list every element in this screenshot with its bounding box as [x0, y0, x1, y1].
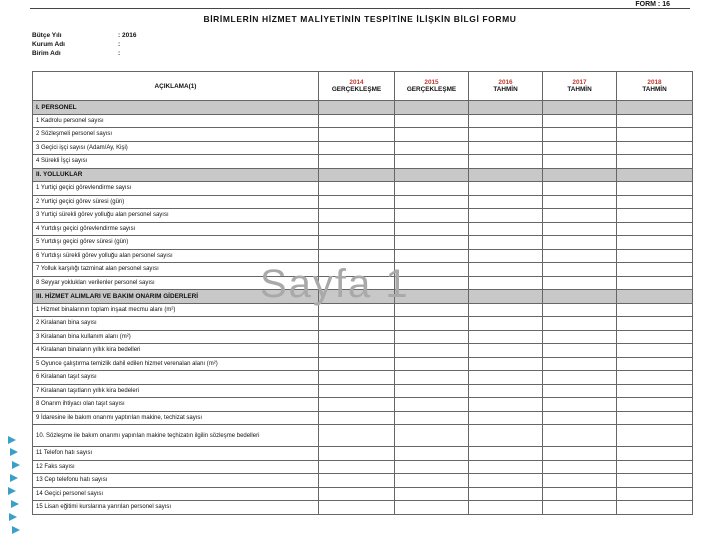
value-cell: [319, 290, 395, 304]
table-row: [33, 209, 693, 223]
meta-budget-year: [32, 32, 136, 39]
table-row: [33, 236, 693, 250]
value-cell[interactable]: [543, 249, 617, 263]
table-row: [33, 501, 693, 515]
value-cell[interactable]: [319, 371, 395, 385]
value-cell[interactable]: [617, 317, 693, 331]
value-cell[interactable]: [543, 474, 617, 488]
table-row: [33, 447, 693, 461]
value-cell: [617, 101, 693, 115]
value-cell[interactable]: [543, 195, 617, 209]
arrow-icon: [8, 436, 16, 444]
value-cell: [543, 290, 617, 304]
row-description: 6 Kiralanan taşıt sayısı: [33, 371, 319, 385]
value-cell[interactable]: [617, 155, 693, 169]
value-cell: [617, 168, 693, 182]
value-cell[interactable]: [319, 425, 395, 447]
value-cell[interactable]: [543, 460, 617, 474]
column-year: 2017: [572, 79, 587, 86]
value-cell[interactable]: [319, 411, 395, 425]
value-cell[interactable]: [469, 114, 543, 128]
value-cell[interactable]: [617, 398, 693, 412]
row-description: 2 Kiralanan bina sayısı: [33, 317, 319, 331]
divider: [30, 8, 690, 9]
arrow-icon: [11, 500, 19, 508]
table-row: [33, 195, 693, 209]
value-cell[interactable]: [319, 155, 395, 169]
value-cell[interactable]: [395, 317, 469, 331]
value-cell[interactable]: [395, 411, 469, 425]
value-cell[interactable]: [319, 263, 395, 277]
value-cell[interactable]: [319, 357, 395, 371]
value-cell[interactable]: [319, 209, 395, 223]
value-cell: [395, 101, 469, 115]
value-cell[interactable]: [543, 501, 617, 515]
column-label: GERÇEKLEŞME: [406, 86, 457, 93]
value-cell[interactable]: [319, 344, 395, 358]
value-cell[interactable]: [617, 303, 693, 317]
table-row: [33, 155, 693, 169]
row-description: 8 Seyyar yoklukları verilenler personel sayısı: [33, 276, 319, 290]
value-cell[interactable]: [469, 384, 543, 398]
table-row: [33, 303, 693, 317]
section-title: I. PERSONEL: [33, 101, 319, 115]
value-cell[interactable]: [617, 344, 693, 358]
value-cell[interactable]: [617, 487, 693, 501]
arrow-icon: [9, 513, 17, 521]
value-cell[interactable]: [469, 474, 543, 488]
value-cell[interactable]: [617, 114, 693, 128]
value-cell[interactable]: [617, 411, 693, 425]
row-description: 7 Yolluk karşılığı tazminat alan personel sayısı: [33, 263, 319, 277]
table-row: [33, 357, 693, 371]
value-cell[interactable]: [617, 209, 693, 223]
value-cell[interactable]: [395, 222, 469, 236]
arrow-icon: [8, 487, 16, 495]
section-row: [33, 290, 693, 304]
value-cell[interactable]: [319, 330, 395, 344]
value-cell[interactable]: [319, 317, 395, 331]
row-description: 7 Kiralanan taşıtların yıllık kira bedeleri: [33, 384, 319, 398]
value-cell[interactable]: [469, 398, 543, 412]
row-description: 3 Kiralanan bina kullanım alanı (m²): [33, 330, 319, 344]
value-cell[interactable]: [469, 501, 543, 515]
value-cell[interactable]: [395, 487, 469, 501]
table-row: [33, 263, 693, 277]
meta-unit: [32, 50, 120, 57]
value-cell: [319, 101, 395, 115]
value-cell[interactable]: [617, 371, 693, 385]
value-cell[interactable]: [543, 303, 617, 317]
column-header: [319, 72, 395, 101]
value-cell[interactable]: [395, 276, 469, 290]
value-cell[interactable]: [395, 236, 469, 250]
value-cell[interactable]: [469, 182, 543, 196]
value-cell[interactable]: [319, 447, 395, 461]
value-cell[interactable]: [617, 447, 693, 461]
value-cell[interactable]: [543, 263, 617, 277]
row-description: 3 Geçici işçi sayısı (Adam/Ay, Kişi): [33, 141, 319, 155]
value-cell[interactable]: [319, 222, 395, 236]
row-description: 8 Onarım ihtiyacı olan taşıt sayısı: [33, 398, 319, 412]
value-cell[interactable]: [617, 276, 693, 290]
column-year: 2015: [424, 79, 439, 86]
value-cell[interactable]: [319, 195, 395, 209]
table-row: [33, 344, 693, 358]
row-description: 4 Kiralanan binaların yıllık kira bedelleri: [33, 344, 319, 358]
value-cell: [469, 101, 543, 115]
row-description: 11 Telefon hatı sayısı: [33, 447, 319, 461]
table-row: [33, 114, 693, 128]
value-cell[interactable]: [469, 141, 543, 155]
value-cell[interactable]: [395, 209, 469, 223]
value-cell[interactable]: [469, 195, 543, 209]
row-description: 4 Yurtdışı geçici görevlendirme sayısı: [33, 222, 319, 236]
value-cell[interactable]: [617, 460, 693, 474]
value-cell: [319, 168, 395, 182]
table-row: [33, 128, 693, 142]
table-row: [33, 411, 693, 425]
value-cell[interactable]: [469, 249, 543, 263]
row-description: 1 Kadrolu personel sayısı: [33, 114, 319, 128]
table-row: [33, 182, 693, 196]
value-cell[interactable]: [469, 411, 543, 425]
section-row: [33, 168, 693, 182]
column-year: 2018: [647, 79, 662, 86]
value-cell[interactable]: [395, 330, 469, 344]
value-cell[interactable]: [543, 209, 617, 223]
value-cell[interactable]: [395, 141, 469, 155]
value-cell[interactable]: [319, 303, 395, 317]
value-cell[interactable]: [469, 209, 543, 223]
value-cell[interactable]: [395, 371, 469, 385]
value-cell[interactable]: [319, 182, 395, 196]
section-row: [33, 101, 693, 115]
column-header: [543, 72, 617, 101]
value-cell[interactable]: [543, 487, 617, 501]
value-cell: [543, 168, 617, 182]
value-cell[interactable]: [395, 114, 469, 128]
value-cell: [543, 101, 617, 115]
value-cell[interactable]: [617, 222, 693, 236]
value-cell[interactable]: [395, 263, 469, 277]
slide-decoration: [0, 0, 30, 540]
value-cell[interactable]: [319, 398, 395, 412]
section-title: II. YOLLUKLAR: [33, 168, 319, 182]
value-cell[interactable]: [543, 384, 617, 398]
column-header: [617, 72, 693, 101]
table-body: [33, 101, 693, 515]
value-cell[interactable]: [617, 263, 693, 277]
value-cell[interactable]: [543, 276, 617, 290]
value-cell[interactable]: [617, 330, 693, 344]
form-page: [30, 0, 690, 540]
value-cell[interactable]: [617, 425, 693, 447]
row-description: 2 Yurtiçi geçici görev süresi (gün): [33, 195, 319, 209]
value-cell[interactable]: [543, 371, 617, 385]
table-row: [33, 384, 693, 398]
value-cell[interactable]: [319, 460, 395, 474]
value-cell[interactable]: [395, 128, 469, 142]
value-cell[interactable]: [469, 128, 543, 142]
value-cell[interactable]: [469, 330, 543, 344]
table-row: [33, 474, 693, 488]
meta-label: Birim Adı: [32, 50, 61, 57]
value-cell[interactable]: [319, 249, 395, 263]
value-cell: [395, 168, 469, 182]
row-description: 14 Geçici personel sayısı: [33, 487, 319, 501]
value-cell[interactable]: [469, 263, 543, 277]
page-watermark: Sayfa 1: [260, 262, 410, 306]
meta-label: Bütçe Yılı: [32, 32, 62, 39]
value-cell[interactable]: [395, 474, 469, 488]
value-cell[interactable]: [543, 344, 617, 358]
value-cell[interactable]: [543, 155, 617, 169]
row-description: 5 Oyunce çalıştırma temizlik dahil edilen hizmet verenalan alanı (m²): [33, 357, 319, 371]
row-description: 5 Yurtdışı geçici görev süresi (gün): [33, 236, 319, 250]
value-cell[interactable]: [617, 128, 693, 142]
value-cell[interactable]: [395, 447, 469, 461]
value-cell[interactable]: [469, 357, 543, 371]
value-cell[interactable]: [617, 384, 693, 398]
value-cell[interactable]: [395, 384, 469, 398]
value-cell[interactable]: [469, 317, 543, 331]
value-cell[interactable]: [319, 128, 395, 142]
value-cell[interactable]: [469, 425, 543, 447]
value-cell[interactable]: [319, 236, 395, 250]
row-description: 1 Hizmet binalarının toplam inşaat mecmu alanı (m²): [33, 303, 319, 317]
value-cell[interactable]: [395, 155, 469, 169]
value-cell[interactable]: [543, 425, 617, 447]
value-cell[interactable]: [469, 303, 543, 317]
value-cell[interactable]: [469, 155, 543, 169]
value-cell[interactable]: [395, 195, 469, 209]
table-row: [33, 330, 693, 344]
value-cell[interactable]: [469, 447, 543, 461]
row-description: 3 Yurtiçi sürekli görev yolluğu alan personel sayısı: [33, 209, 319, 223]
row-description: 13 Cep telefonu hatı sayısı: [33, 474, 319, 488]
value-cell[interactable]: [543, 141, 617, 155]
table-row: [33, 249, 693, 263]
form-number: FORM : 16: [635, 1, 670, 8]
value-cell[interactable]: [543, 128, 617, 142]
value-cell[interactable]: [617, 357, 693, 371]
value-cell[interactable]: [617, 501, 693, 515]
value-cell[interactable]: [395, 425, 469, 447]
column-label: GERÇEKLEŞME: [331, 86, 382, 93]
value-cell[interactable]: [395, 344, 469, 358]
column-label: AÇIKLAMA(1): [154, 82, 197, 90]
value-cell[interactable]: [469, 460, 543, 474]
value-cell[interactable]: [319, 384, 395, 398]
column-label: TAHMİN: [567, 86, 592, 93]
value-cell[interactable]: [617, 141, 693, 155]
value-cell[interactable]: [469, 222, 543, 236]
value-cell[interactable]: [543, 222, 617, 236]
row-description: 2 Sözleşmeli personel sayısı: [33, 128, 319, 142]
value-cell[interactable]: [395, 460, 469, 474]
value-cell[interactable]: [469, 371, 543, 385]
value-cell[interactable]: [617, 249, 693, 263]
value-cell[interactable]: [543, 182, 617, 196]
column-header: [33, 72, 319, 101]
row-description: 9 İdaresine ile bakım onarımı yaptırılan makine, techizat sayısı: [33, 411, 319, 425]
section-title: III. HİZMET ALIMLARI VE BAKIM ONARIM GİDERLERİ: [33, 290, 319, 304]
row-description: 4 Sürekli İşçi sayısı: [33, 155, 319, 169]
row-description: 6 Yurtdışı sürekli görev yolluğu alan personel sayısı: [33, 249, 319, 263]
value-cell[interactable]: [543, 330, 617, 344]
table-row: [33, 460, 693, 474]
arrow-icon: [10, 448, 18, 456]
arrow-icon: [10, 474, 18, 482]
value-cell[interactable]: [617, 182, 693, 196]
column-header: [395, 72, 469, 101]
value-cell[interactable]: [617, 474, 693, 488]
table-row: [33, 276, 693, 290]
row-description: 10. Sözleşme ile bakım onarımı yapırılan makine teçhizatın ilgilin sözleşme bedelleri: [33, 425, 319, 447]
value-cell[interactable]: [395, 357, 469, 371]
column-header: [469, 72, 543, 101]
value-cell[interactable]: [319, 474, 395, 488]
value-cell[interactable]: [319, 276, 395, 290]
meta-label: Kurum Adı: [32, 41, 65, 48]
table-header-row: [33, 72, 693, 101]
table-row: [33, 487, 693, 501]
cost-table: [32, 71, 693, 515]
value-cell[interactable]: [395, 182, 469, 196]
value-cell[interactable]: [617, 195, 693, 209]
value-cell[interactable]: [469, 276, 543, 290]
table-row: [33, 317, 693, 331]
row-description: 12 Faks sayısı: [33, 460, 319, 474]
value-cell[interactable]: [319, 141, 395, 155]
meta-value: :: [118, 41, 121, 48]
meta-institution: [32, 41, 120, 48]
arrow-icon: [12, 526, 20, 534]
value-cell[interactable]: [543, 236, 617, 250]
value-cell[interactable]: [469, 487, 543, 501]
value-cell[interactable]: [543, 317, 617, 331]
table-row: [33, 371, 693, 385]
form-title: BİRİMLERİN HİZMET MALİYETİNİN TESPİTİNE İLİŞKİN BİLGİ FORMU: [203, 14, 517, 24]
row-description: 1 Yurtiçi geçici görevlendirme sayısı: [33, 182, 319, 196]
row-description: 15 Lisan eğitimi kurslarına yarırılan personel sayısı: [33, 501, 319, 515]
value-cell[interactable]: [319, 487, 395, 501]
value-cell: [395, 290, 469, 304]
value-cell[interactable]: [543, 114, 617, 128]
meta-value: : 2016: [118, 32, 137, 39]
value-cell[interactable]: [617, 236, 693, 250]
column-label: TAHMİN: [642, 86, 667, 93]
column-year: 2014: [349, 79, 364, 86]
column-label: TAHMİN: [493, 86, 518, 93]
table-row: [33, 222, 693, 236]
value-cell: [617, 290, 693, 304]
value-cell[interactable]: [469, 344, 543, 358]
value-cell[interactable]: [543, 357, 617, 371]
value-cell[interactable]: [395, 398, 469, 412]
table-row: [33, 141, 693, 155]
value-cell[interactable]: [395, 303, 469, 317]
column-year: 2016: [498, 79, 513, 86]
value-cell[interactable]: [543, 398, 617, 412]
value-cell[interactable]: [543, 447, 617, 461]
table-row: [33, 425, 693, 447]
value-cell[interactable]: [395, 249, 469, 263]
value-cell: [469, 168, 543, 182]
value-cell[interactable]: [543, 411, 617, 425]
value-cell[interactable]: [395, 501, 469, 515]
value-cell[interactable]: [469, 236, 543, 250]
meta-value: :: [118, 50, 121, 57]
table-row: [33, 398, 693, 412]
value-cell: [469, 290, 543, 304]
value-cell[interactable]: [319, 501, 395, 515]
arrow-icon: [12, 461, 20, 469]
value-cell[interactable]: [319, 114, 395, 128]
